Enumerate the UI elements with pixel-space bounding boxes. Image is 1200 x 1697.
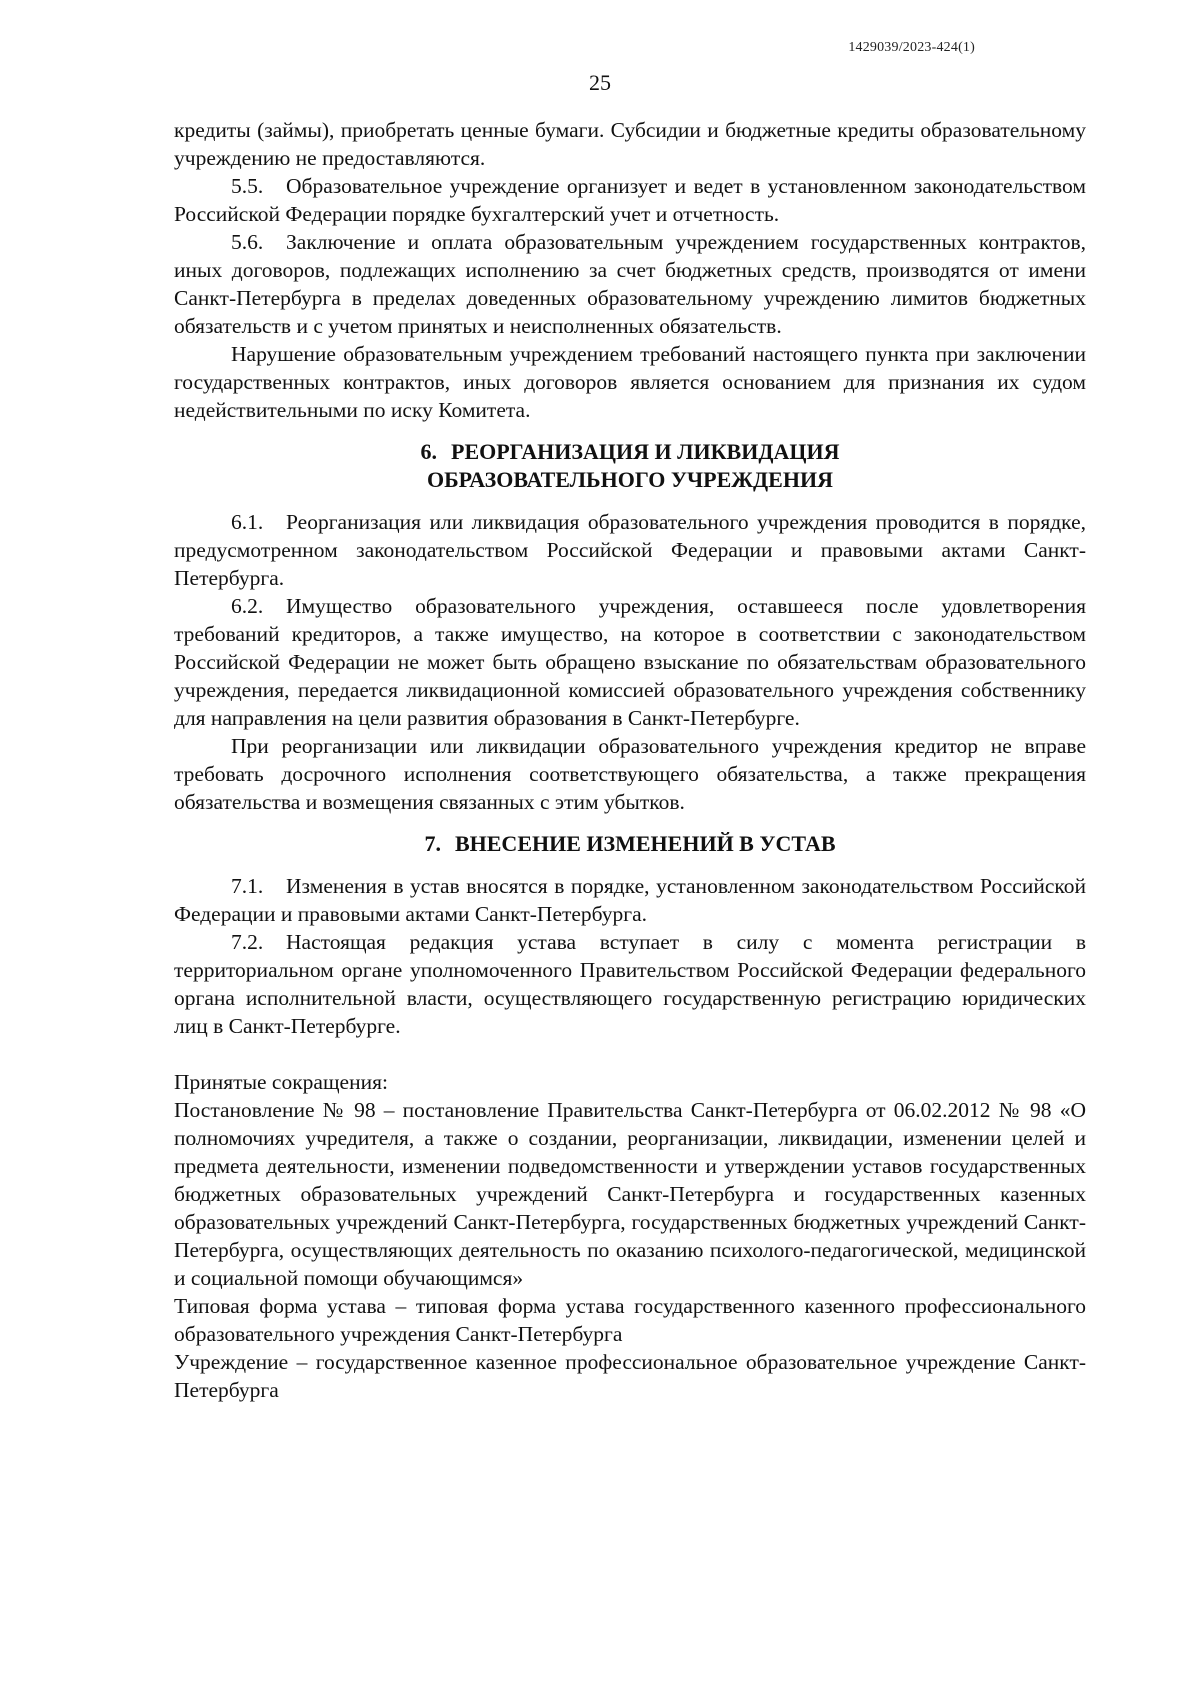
paragraph-number: 7.2.	[231, 930, 264, 954]
paragraph-7-2	[174, 928, 1086, 1040]
abbreviation-item: Учреждение – государственное казенное профессиональное образовательное учреждение Санкт-Петербурга	[174, 1350, 1086, 1402]
paragraph-text: Имущество образовательного учреждения, оставшееся после удовлетворения требований кредиторов, а также имущество, на которое в соответствии с законодательством Российской Федерации не может быть обращено взыскание по обязательствам образовательного учреждения, передается ликвидационной комиссией образовательного учреждения собственнику для направления на цели развития образования в Санкт-Петербурге.	[174, 594, 1086, 730]
section-number: 7.	[424, 831, 441, 856]
paragraph-number: 5.5.	[231, 174, 264, 198]
paragraph-6-1	[174, 508, 1086, 592]
page-number: 25	[589, 70, 611, 95]
paragraph-text: Реорганизация или ликвидация образовательного учреждения проводится в порядке, предусмотренном законодательством Российской Федерации и правовыми актами Санкт-Петербурга.	[174, 510, 1086, 590]
paragraph-5-5	[174, 172, 1086, 228]
paragraph-text: Образовательное учреждение организует и ведет в установленном законодательством Российской Федерации порядке бухгалтерский учет и отчетность.	[174, 174, 1086, 226]
paragraph-text: Изменения в устав вносятся в порядке, установленном законодательством Российской Федерации и правовыми актами Санкт-Петербурга.	[174, 874, 1086, 926]
paragraph-text: Настоящая редакция устава вступает в силу с момента регистрации в территориальном органе уполномоченного Правительством Российской Федерации федерального органа исполнительной власти, осуществляющего государственную регистрацию юридических лиц в Санкт-Петербурге.	[174, 930, 1086, 1038]
paragraph-number: 7.1.	[231, 874, 264, 898]
document-id: 1429039/2023-424(1)	[848, 40, 975, 55]
abbreviation-item: Постановление № 98 – постановление Правительства Санкт-Петербурга от 06.02.2012 № 98 «О полномочиях учредителя, а также о создании, реорганизации, ликвидации, изменении целей и предмета деятельности, изменении подведомственности и утверждении уставов государственных бюджетных образовательных учреждений Санкт-Петербурга и государственных казенных образовательных учреждений Санкт-Петербурга, государственных бюджетных учреждений Санкт-Петербурга, осуществляющих деятельность по оказанию психолого-педагогической, медицинской и социальной помощи обучающимся»	[174, 1098, 1086, 1290]
paragraph-5-6	[174, 228, 1086, 340]
section-title: ВНЕСЕНИЕ ИЗМЕНЕНИЙ В УСТАВ	[454, 831, 836, 856]
paragraph-7-1	[174, 872, 1086, 928]
paragraph-number: 6.2.	[231, 594, 264, 618]
paragraph-5-6-extra: Нарушение образовательным учреждением требований настоящего пункта при заключении государственных контрактов, иных договоров является основанием для признания их судом недействительными по иску Комитета.	[174, 342, 1086, 422]
section-6-heading	[174, 438, 1086, 494]
paragraph-number: 6.1.	[231, 510, 264, 534]
section-title-line1: РЕОРГАНИЗАЦИЯ И ЛИКВИДАЦИЯ	[451, 439, 840, 464]
section-number: 6.	[420, 439, 437, 464]
paragraph-text: Заключение и оплата образовательным учреждением государственных контрактов, иных договоров, подлежащих исполнению за счет бюджетных средств, производятся от имени Санкт-Петербурга в пределах доведенных образовательному учреждению лимитов бюджетных обязательств и с учетом принятых и неисполненных обязательств.	[174, 230, 1086, 338]
abbreviation-item: Типовая форма устава – типовая форма устава государственного казенного профессионального образовательного учреждения Санкт-Петербурга	[174, 1294, 1086, 1346]
paragraph-6-2-extra: При реорганизации или ликвидации образовательного учреждения кредитор не вправе требовать досрочного исполнения соответствующего обязательства, а также прекращения обязательства и возмещения связанных с этим убытков.	[174, 734, 1086, 814]
paragraph-6-2	[174, 592, 1086, 732]
page-content	[174, 116, 1086, 1404]
section-title-line2: ОБРАЗОВАТЕЛЬНОГО УЧРЕЖДЕНИЯ	[427, 467, 833, 492]
section-7-heading	[174, 830, 1086, 858]
abbreviations-heading: Принятые сокращения:	[174, 1070, 388, 1094]
paragraph-continuation: кредиты (займы), приобретать ценные бумаги. Субсидии и бюджетные кредиты образовательному учреждению не предоставляются.	[174, 118, 1086, 170]
paragraph-number: 5.6.	[231, 230, 264, 254]
abbreviations-block	[174, 1068, 1086, 1404]
